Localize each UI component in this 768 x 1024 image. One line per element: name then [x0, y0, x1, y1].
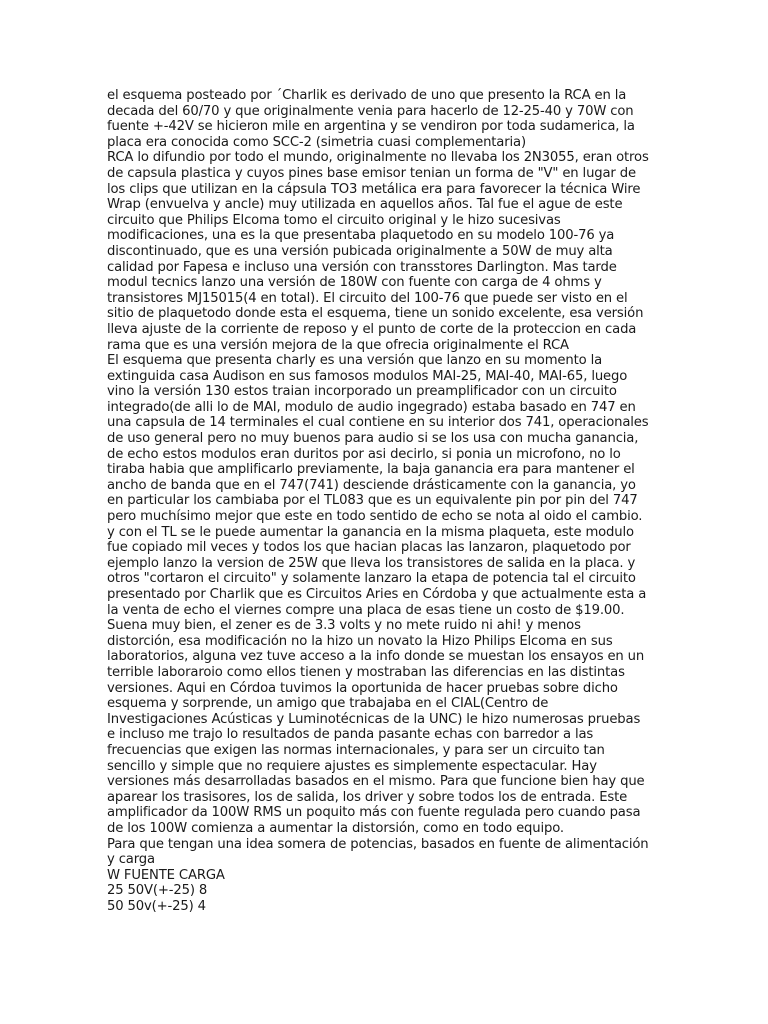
- paragraph: [107, 150, 667, 353]
- text-line: Suena muy bien, el zener es de 3.3 volts y no mete ruido ni ahi! y menos: [107, 618, 581, 634]
- text-line: y con el TL se le puede aumentar la ganancia en la misma plaqueta, este modulo: [107, 524, 634, 540]
- text-line: pero muchísimo mejor que este en todo sentido de echo se nota al oido el cambio.: [107, 509, 643, 525]
- table-row: 50 50v(+-25) 4: [107, 898, 206, 914]
- text-line: transistores MJ15015(4 en total). El circuito del 100-76 que puede ser visto en el: [107, 290, 628, 306]
- paragraph: [107, 88, 667, 150]
- table-header-row: W FUENTE CARGA: [107, 867, 225, 883]
- text-line: tiraba habia que amplificarlo previamente, la baja ganancia era para mantener el: [107, 462, 635, 478]
- text-line: Wrap (envuelva y ancle) muy utilizada en aquellos años. Tal fue el ague de este: [107, 197, 623, 213]
- text-line: integrado(de alli lo de MAI, modulo de audio ingegrado) estaba basado en 747 en: [107, 399, 636, 415]
- text-line: y carga: [107, 852, 155, 868]
- text-line: aparear los trasisores, los de salida, los driver y sobre todos los de entrada. Este: [107, 789, 628, 805]
- text-line: rama que es una versión mejora de la que ofrecia originalmente el RCA: [107, 337, 569, 353]
- text-line: El esquema que presenta charly es una versión que lanzo en su momento la: [107, 353, 603, 369]
- power-table: [107, 868, 667, 915]
- text-line: sencillo y simple que no requiere ajustes es simplemente espectacular. Hay: [107, 758, 597, 774]
- text-line: el esquema posteado por ´Charlik es derivado de uno que presento la RCA en la: [107, 88, 627, 103]
- text-line: una capsula de 14 terminales el cual contiene en su interior dos 741, operacionales: [107, 415, 649, 431]
- text-line: lleva ajuste de la corriente de reposo y el punto de corte de la proteccion en cada: [107, 321, 637, 337]
- text-line: de echo estos modulos eran duritos por asi decirlo, si ponia un microfono, no lo: [107, 446, 621, 462]
- text-line: fuente +-42V se hicieron mile en argentina y se vendiron por toda sudamerica, la: [107, 119, 635, 135]
- text-line: modificaciones, una es la que presentaba plaquetodo en su modelo 100-76 ya: [107, 228, 615, 244]
- text-line: terrible laboraroio como ellos tienen y mostraban las diferencias en las distintas: [107, 664, 625, 680]
- text-line: distorción, esa modificación no la hizo un novato la Hizo Philips Elcoma en sus: [107, 633, 613, 649]
- text-line: de los 100W comienza a aumentar la distorsión, como en todo equipo.: [107, 820, 564, 836]
- text-line: sitio de plaquetodo donde esta el esquema, tiene un sonido excelente, esa versión: [107, 306, 644, 322]
- text-line: versiones. Aqui en Córdoa tuvimos la oportunida de hacer pruebas sobre dicho: [107, 680, 618, 696]
- text-line: los clips que utilizan en la cápsula TO3 metálica era para favorecer la técnica Wire: [107, 181, 641, 197]
- text-line: calidad por Fapesa e incluso una versión con transstores Darlington. Mas tarde: [107, 259, 617, 275]
- text-line: modul tecnics lanzo una versión de 180W con fuente con carga de 4 ohms y: [107, 275, 602, 291]
- paragraph: [107, 837, 667, 868]
- text-line: otros "cortaron el circuito" y solamente lanzaro la etapa de potencia tal el circuito: [107, 571, 636, 587]
- text-line: circuito que Philips Elcoma tomo el circuito original y le hizo sucesivas: [107, 212, 561, 228]
- text-line: ancho de banda que en el 747(741) desciende drásticamente con la ganancia, yo: [107, 477, 636, 493]
- text-line: ejemplo lanzo la version de 25W que lleva los transistores de salida en la placa. y: [107, 555, 636, 571]
- text-line: de capsula plastica y cuyos pines base emisor tenian un forma de "V" en lugar de: [107, 165, 636, 181]
- text-line: decada del 60/70 y que originalmente venia para hacerlo de 12-25-40 y 70W con: [107, 103, 634, 119]
- paragraph: [107, 353, 667, 836]
- text-line: Para que tengan una idea somera de potencias, basados en fuente de alimentación: [107, 836, 649, 852]
- text-line: en particular los cambiaba por el TL083 que es un equivalente pin por pin del 747: [107, 493, 638, 509]
- text-line: laboratorios, alguna vez tuve acceso a la info donde se muestan los ensayos en un: [107, 649, 645, 665]
- text-line: presentado por Charlik que es Circuitos Aries en Córdoba y que actualmente esta a: [107, 587, 647, 602]
- text-line: RCA lo difundio por todo el mundo, originalmente no llevaba los 2N3055, eran otros: [107, 150, 649, 166]
- text-line: esquema y sorprende, un amigo que trabajaba en el CIAL(Centro de: [107, 696, 549, 712]
- text-line: Investigaciones Acústicas y Luminotécnicas de la UNC) le hizo numerosas pruebas: [107, 711, 641, 727]
- text-line: fue copiado mil veces y todos los que hacian placas las lanzaron, plaquetodo por: [107, 540, 631, 556]
- text-line: de uso general pero no muy buenos para audio si se los usa con mucha ganancia,: [107, 431, 639, 447]
- text-line: amplificador da 100W RMS un poquito más con fuente regulada pero cuando pasa: [107, 805, 641, 821]
- table-row: 25 50V(+-25) 8: [107, 883, 208, 899]
- text-line: placa era conocida como SCC-2 (simetria cuasi complementaria): [107, 134, 526, 150]
- document-page: [107, 88, 667, 914]
- text-line: extinguida casa Audison en sus famosos modulos MAI-25, MAI-40, MAI-65, luego: [107, 368, 628, 384]
- document-body: [107, 88, 667, 868]
- text-line: la venta de echo el viernes compre una placa de esas tiene un costo de $19.00.: [107, 602, 625, 618]
- text-line: versiones más desarrolladas basados en el mismo. Para que funcione bien hay que: [107, 774, 645, 790]
- text-line: e incluso me trajo lo resultados de panda pasante echas con barredor a las: [107, 727, 594, 743]
- text-line: vino la versión 130 estos traian incorporado un preamplificador con un circuito: [107, 384, 617, 400]
- text-line: discontinuado, que es una versión pubicada originalmente a 50W de muy alta: [107, 243, 613, 259]
- text-line: frecuencias que exigen las normas internacionales, y para ser un circuito tan: [107, 742, 605, 758]
